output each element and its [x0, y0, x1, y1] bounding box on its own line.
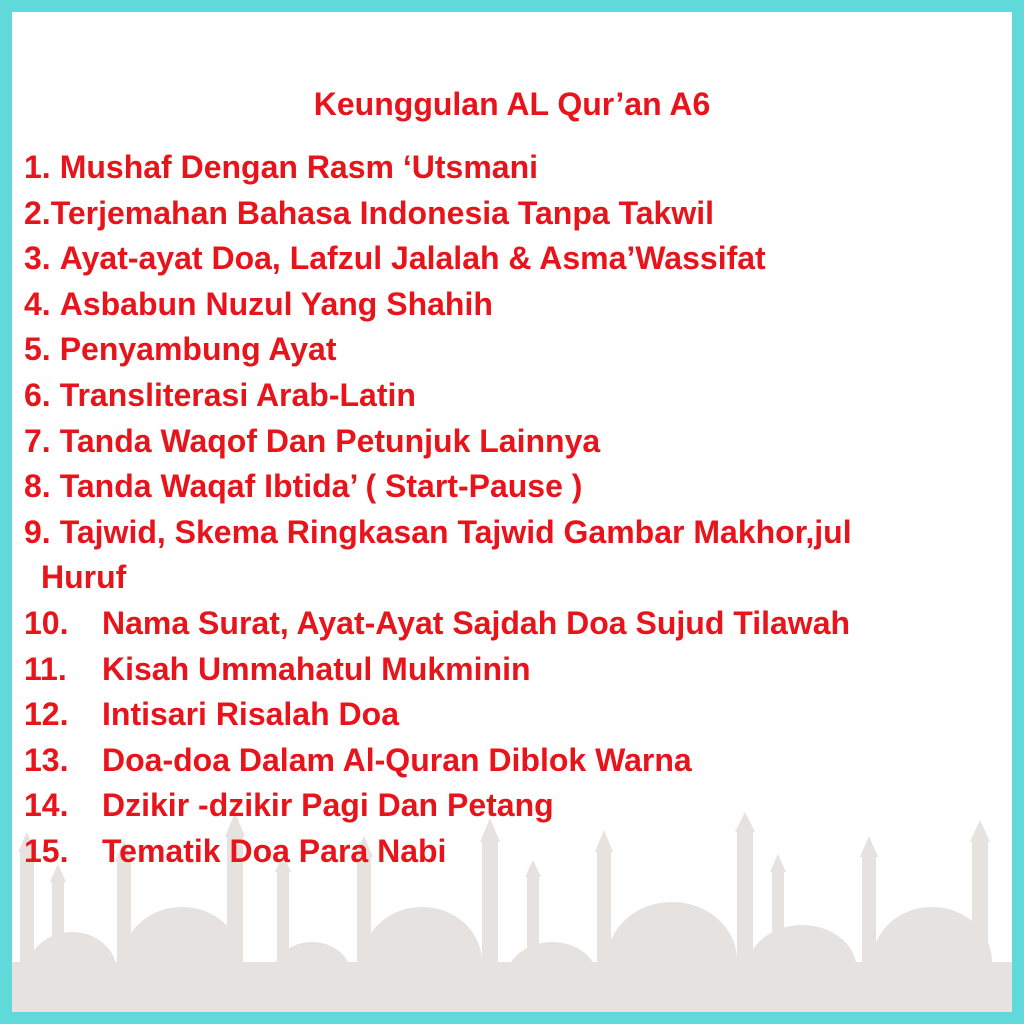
item-number: 1.	[24, 149, 51, 185]
list-item	[24, 829, 1009, 875]
item-text: Dzikir -dzikir Pagi Dan Petang	[102, 787, 554, 824]
list-item	[24, 327, 1009, 373]
list-item-continuation	[24, 555, 1009, 601]
list-item	[24, 145, 1009, 191]
item-text: Ayat-ayat Doa, Lafzul Jalalah & Asma’Wassifat	[59, 240, 766, 277]
item-number: 6.	[24, 376, 51, 413]
list-item	[24, 419, 1009, 465]
item-number: 15.	[24, 832, 69, 869]
item-text: Tanda Waqof Dan Petunjuk Lainnya	[59, 422, 601, 459]
list-item	[24, 282, 1009, 328]
item-text: Nama Surat, Ayat-Ayat Sajdah Doa Sujud Tilawah	[102, 604, 851, 641]
list-item	[24, 191, 1009, 237]
list-item	[24, 647, 1009, 693]
item-text: Terjemahan Bahasa Indonesia Tanpa Takwil	[50, 194, 714, 231]
item-text-continuation: Huruf	[41, 559, 127, 596]
list-item	[24, 373, 1009, 419]
item-number: 14.	[24, 787, 69, 824]
item-text: Tajwid, Skema Ringkasan Tajwid Gambar Makhor,jul	[59, 513, 852, 550]
item-number: 2.	[24, 194, 51, 231]
item-number: 11.	[24, 650, 67, 687]
list-item	[24, 692, 1009, 738]
item-number: 12.	[24, 696, 69, 733]
item-text: Kisah Ummahatul Mukminin	[102, 650, 531, 687]
feature-list	[24, 145, 1009, 875]
item-text: Doa-doa Dalam Al-Quran Diblok Warna	[102, 741, 692, 778]
item-text: Intisari Risalah Doa	[102, 696, 399, 733]
item-text: Penyambung Ayat	[59, 331, 337, 368]
page-title: Keunggulan AL Qur’an A6	[313, 86, 711, 122]
list-item	[24, 510, 1009, 556]
list-item	[24, 783, 1009, 829]
item-number: 10.	[24, 604, 69, 641]
list-item	[24, 236, 1009, 282]
item-number: 7.	[24, 422, 51, 459]
item-text: Tanda Waqaf Ibtida’ ( Start-Pause )	[59, 468, 583, 505]
item-text: Tematik Doa Para Nabi	[102, 832, 447, 869]
item-number: 5.	[24, 331, 51, 368]
list-item	[24, 601, 1009, 647]
list-item	[24, 464, 1009, 510]
item-number: 9.	[24, 513, 51, 550]
list-item	[24, 738, 1009, 784]
item-text: Asbabun Nuzul Yang Shahih	[59, 285, 493, 322]
item-number: 4.	[24, 285, 51, 322]
item-number: 8.	[24, 468, 51, 505]
item-number: 3.	[24, 240, 51, 277]
item-text: Mushaf Dengan Rasm ‘Utsmani	[59, 149, 538, 185]
poster-content	[12, 12, 1012, 1012]
item-number: 13.	[24, 741, 69, 778]
item-text: Transliterasi Arab-Latin	[59, 376, 416, 413]
